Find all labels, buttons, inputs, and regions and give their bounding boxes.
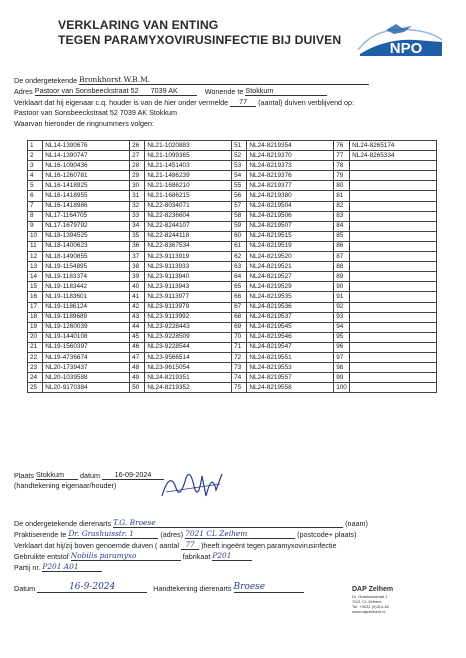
ring-number-cell bbox=[350, 342, 437, 352]
ring-number-cell: NL24-8219519 bbox=[247, 241, 334, 251]
ring-number-cell: NL24-8219352 bbox=[145, 383, 232, 393]
ring-number-cell bbox=[350, 252, 437, 262]
owner-sign-label: (handtekening eigenaar/houder) bbox=[14, 481, 117, 490]
ring-number-cell: NL21-1020883 bbox=[145, 141, 232, 151]
ring-number-cell: NL24-8219545 bbox=[247, 322, 334, 332]
ring-index-cell: 17 bbox=[28, 302, 43, 312]
place-value: Stokkum bbox=[35, 470, 64, 479]
ring-number-cell: NL24-8219351 bbox=[145, 373, 232, 383]
ring-index-cell: 63 bbox=[232, 262, 247, 272]
ring-row bbox=[28, 211, 437, 221]
ring-number-cell: NL24-8219527 bbox=[247, 272, 334, 282]
vet-date-sign-line bbox=[14, 582, 304, 593]
ring-number-cell: NL24-8219515 bbox=[247, 231, 334, 241]
vet-maker-value: P201 bbox=[212, 551, 232, 560]
ring-number-cell bbox=[350, 373, 437, 383]
ring-index-cell: 39 bbox=[130, 272, 145, 282]
vet-vaccine-value: Nobilis paramyxo bbox=[70, 551, 137, 560]
ring-index-cell: 12 bbox=[28, 252, 43, 262]
ring-index-cell: 94 bbox=[334, 322, 350, 332]
ring-number-cell: NL24-8219370 bbox=[247, 151, 334, 161]
ring-index-cell: 53 bbox=[232, 161, 247, 171]
ring-row bbox=[28, 383, 437, 393]
ring-index-cell: 93 bbox=[334, 312, 350, 322]
ring-number-cell: NL22-8236604 bbox=[145, 211, 232, 221]
ring-index-cell: 25 bbox=[28, 383, 43, 393]
owner-location-city: Stokkum bbox=[149, 108, 178, 117]
ring-number-cell: NL20-1739437 bbox=[43, 363, 130, 373]
vet-vaccine-label: Gebruikte entstof bbox=[14, 552, 69, 561]
ring-index-cell: 56 bbox=[232, 191, 247, 201]
ring-index-cell: 13 bbox=[28, 262, 43, 272]
ring-index-cell: 75 bbox=[232, 383, 247, 393]
ring-index-cell: 48 bbox=[130, 363, 145, 373]
ring-number-cell: NL24-8219354 bbox=[247, 141, 334, 151]
ring-index-cell: 88 bbox=[334, 262, 350, 272]
ring-row bbox=[28, 241, 437, 251]
ring-index-cell: 52 bbox=[232, 151, 247, 161]
ring-index-cell: 7 bbox=[28, 201, 43, 211]
ring-number-cell: NL21-1686215 bbox=[145, 191, 232, 201]
ring-index-cell: 73 bbox=[232, 363, 247, 373]
ring-number-cell: NL19-1183442 bbox=[43, 282, 130, 292]
vet-practice-stamp bbox=[352, 586, 432, 636]
ring-index-cell: 99 bbox=[334, 373, 350, 383]
ring-number-cell: NL23-9113933 bbox=[145, 262, 232, 272]
ring-row bbox=[28, 252, 437, 262]
ring-number-cell: NL23-9228443 bbox=[145, 322, 232, 332]
date-value: 16-09-2024 bbox=[114, 470, 152, 479]
ring-index-cell: 89 bbox=[334, 272, 350, 282]
vet-date-value: 16-9-2024 bbox=[69, 582, 116, 592]
ring-index-cell: 38 bbox=[130, 262, 145, 272]
ring-number-cell: NL24-8219380 bbox=[247, 191, 334, 201]
ring-index-cell: 2 bbox=[28, 151, 43, 161]
ring-index-cell: 37 bbox=[130, 252, 145, 262]
ring-number-cell: NL24-8219504 bbox=[247, 201, 334, 211]
ring-number-cell: NL19-1260039 bbox=[43, 322, 130, 332]
ring-number-cell: NL23-9228509 bbox=[145, 332, 232, 342]
ring-index-cell: 45 bbox=[130, 332, 145, 342]
title-line-1: VERKLARING VAN ENTING bbox=[58, 18, 219, 32]
ring-row bbox=[28, 201, 437, 211]
ring-number-cell: NL22-8367534 bbox=[145, 241, 232, 251]
vet-practice-value: Dr. Grashuisstr. 1 bbox=[68, 529, 134, 538]
ring-number-cell bbox=[350, 363, 437, 373]
ring-index-cell: 14 bbox=[28, 272, 43, 282]
ring-index-cell: 68 bbox=[232, 312, 247, 322]
ring-number-cell: NL24-8219553 bbox=[247, 363, 334, 373]
ring-number-cell: NL14-1390747 bbox=[43, 151, 130, 161]
ring-index-cell: 64 bbox=[232, 272, 247, 282]
ring-index-cell: 6 bbox=[28, 191, 43, 201]
ring-index-cell: 79 bbox=[334, 171, 350, 181]
ring-index-cell: 4 bbox=[28, 171, 43, 181]
ring-index-cell: 95 bbox=[334, 332, 350, 342]
ring-number-cell: NL22-8034071 bbox=[145, 201, 232, 211]
ring-index-cell: 57 bbox=[232, 201, 247, 211]
ring-index-cell: 67 bbox=[232, 302, 247, 312]
ring-index-cell: 85 bbox=[334, 231, 350, 241]
owner-declare-prefix: Verklaart dat hij eigenaar c.q. houder is van de hier onder vermelde bbox=[14, 98, 229, 107]
ring-index-cell: 33 bbox=[130, 211, 145, 221]
ring-number-cell bbox=[350, 221, 437, 231]
ring-index-cell: 11 bbox=[28, 241, 43, 251]
ring-row bbox=[28, 292, 437, 302]
owner-postcode: 7039 AK bbox=[150, 86, 178, 95]
ring-row bbox=[28, 161, 437, 171]
ring-index-cell: 32 bbox=[130, 201, 145, 211]
place-date-line bbox=[14, 470, 164, 480]
ring-number-cell bbox=[350, 312, 437, 322]
ring-number-cell bbox=[350, 302, 437, 312]
ring-number-cell bbox=[350, 272, 437, 282]
ring-index-cell: 23 bbox=[28, 363, 43, 373]
ring-number-cell: NL18-1490855 bbox=[43, 252, 130, 262]
ring-index-cell: 96 bbox=[334, 342, 350, 352]
ring-number-cell bbox=[350, 383, 437, 393]
vet-postcode-value: 7021 CL Zelhem bbox=[185, 529, 248, 538]
ring-row bbox=[28, 342, 437, 352]
ring-number-cell bbox=[350, 241, 437, 251]
ring-number-cell: NL24-8219535 bbox=[247, 292, 334, 302]
ring-number-cell: NL21-1451403 bbox=[145, 161, 232, 171]
ring-number-cell: NL23-9113940 bbox=[145, 272, 232, 282]
ring-number-cell: NL23-9113992 bbox=[145, 312, 232, 322]
ring-row bbox=[28, 282, 437, 292]
ring-row bbox=[28, 141, 437, 151]
ring-number-cell: NL23-9615054 bbox=[145, 363, 232, 373]
owner-declare-suffix: (aantal) duiven verblijvend op: bbox=[258, 98, 355, 107]
ring-number-cell: NL22-8244118 bbox=[145, 231, 232, 241]
ring-row bbox=[28, 373, 437, 383]
ring-index-cell: 62 bbox=[232, 252, 247, 262]
ring-number-cell: NL16-1260781 bbox=[43, 171, 130, 181]
ring-index-cell: 55 bbox=[232, 181, 247, 191]
ring-number-cell: NL19-1186124 bbox=[43, 302, 130, 312]
ring-number-cell: NL19-1154895 bbox=[43, 262, 130, 272]
owner-pigeon-count: 77 bbox=[239, 97, 248, 106]
ring-index-cell: 36 bbox=[130, 241, 145, 251]
owner-location-postcode: 7039 AK bbox=[119, 108, 148, 117]
ring-number-cell: NL18-1394525 bbox=[43, 231, 130, 241]
owner-location-line bbox=[14, 108, 177, 117]
ring-index-cell: 5 bbox=[28, 181, 43, 191]
ring-index-cell: 21 bbox=[28, 342, 43, 352]
ring-number-cell bbox=[350, 211, 437, 221]
ring-index-cell: 22 bbox=[28, 352, 43, 362]
vet-signer-value: T.G. Broese bbox=[113, 518, 156, 527]
ring-number-cell: NL20-9170384 bbox=[43, 383, 130, 393]
ring-index-cell: 66 bbox=[232, 292, 247, 302]
ring-index-cell: 10 bbox=[28, 231, 43, 241]
ring-index-cell: 9 bbox=[28, 221, 43, 231]
ring-number-cell: NL23-9566514 bbox=[145, 352, 232, 362]
ring-number-cell bbox=[350, 171, 437, 181]
date-label: datum bbox=[79, 471, 100, 480]
ring-index-cell: 51 bbox=[232, 141, 247, 151]
ring-index-cell: 20 bbox=[28, 332, 43, 342]
ring-number-cell: NL21-1099365 bbox=[145, 151, 232, 161]
ring-number-cell: NL24-8219547 bbox=[247, 342, 334, 352]
ring-row bbox=[28, 322, 437, 332]
ring-index-cell: 71 bbox=[232, 342, 247, 352]
ring-index-cell: 78 bbox=[334, 161, 350, 171]
ring-index-cell: 80 bbox=[334, 181, 350, 191]
stamp-line-2: 7021 CL Zelhem bbox=[352, 599, 382, 604]
ring-row bbox=[28, 191, 437, 201]
ring-index-cell: 24 bbox=[28, 373, 43, 383]
ring-number-cell: NL17-1164705 bbox=[43, 211, 130, 221]
ring-index-cell: 97 bbox=[334, 352, 350, 362]
ring-number-cell: NL19-1560397 bbox=[43, 342, 130, 352]
ring-index-cell: 77 bbox=[334, 151, 350, 161]
ring-index-cell: 60 bbox=[232, 231, 247, 241]
ring-index-cell: 92 bbox=[334, 302, 350, 312]
ring-number-cell: NL23-9113979 bbox=[145, 302, 232, 312]
ring-number-cell: NL23-9113943 bbox=[145, 282, 232, 292]
ring-index-cell: 34 bbox=[130, 221, 145, 231]
ring-index-cell: 41 bbox=[130, 292, 145, 302]
ring-index-cell: 15 bbox=[28, 282, 43, 292]
ring-number-cell: NL16-1418986 bbox=[43, 201, 130, 211]
ring-index-cell: 91 bbox=[334, 292, 350, 302]
ring-index-cell: 81 bbox=[334, 191, 350, 201]
ring-number-cell: NL24-8219521 bbox=[247, 262, 334, 272]
ring-number-table bbox=[27, 140, 437, 393]
ring-row bbox=[28, 272, 437, 282]
ring-number-cell bbox=[350, 201, 437, 211]
ring-index-cell: 27 bbox=[130, 151, 145, 161]
ring-row bbox=[28, 352, 437, 362]
ring-number-cell bbox=[350, 332, 437, 342]
ring-number-cell: NL24-8219376 bbox=[247, 171, 334, 181]
ring-row bbox=[28, 151, 437, 161]
owner-address-label: Adres bbox=[14, 87, 33, 96]
ring-index-cell: 74 bbox=[232, 373, 247, 383]
ring-number-cell bbox=[350, 181, 437, 191]
ring-index-cell: 3 bbox=[28, 161, 43, 171]
stamp-line-1: Dr. Grashuisstraat 1 bbox=[352, 594, 388, 599]
ring-index-cell: 87 bbox=[334, 252, 350, 262]
owner-signer-name: Bronkhorst W.B.M. bbox=[79, 75, 150, 84]
owner-signer-label: De ondergetekende bbox=[14, 76, 78, 85]
ring-index-cell: 8 bbox=[28, 211, 43, 221]
ring-index-cell: 19 bbox=[28, 322, 43, 332]
owner-signature bbox=[156, 466, 228, 506]
ring-index-cell: 86 bbox=[334, 241, 350, 251]
ring-number-cell: NL24-8219520 bbox=[247, 252, 334, 262]
ring-number-cell: NL21-1486239 bbox=[145, 171, 232, 181]
rings-intro: Waarvan hieronder de ringnummers volgen: bbox=[14, 119, 154, 128]
owner-city-value: Stokkum bbox=[245, 86, 274, 95]
vet-signer-line bbox=[14, 518, 368, 528]
ring-index-cell: 44 bbox=[130, 322, 145, 332]
ring-index-cell: 28 bbox=[130, 161, 145, 171]
vet-sign-label: Handtekening dierenarts bbox=[153, 584, 232, 593]
ring-number-cell bbox=[350, 191, 437, 201]
vet-batch-label: Partij nr. bbox=[14, 563, 41, 572]
ring-index-cell: 76 bbox=[334, 141, 350, 151]
ring-number-cell bbox=[350, 282, 437, 292]
ring-row bbox=[28, 363, 437, 373]
vet-signer-label: De ondergetekende dierenarts bbox=[14, 519, 112, 528]
ring-row bbox=[28, 312, 437, 322]
ring-number-cell: NL21-1686210 bbox=[145, 181, 232, 191]
owner-address-line bbox=[14, 86, 327, 96]
vet-vaccine-line bbox=[14, 551, 252, 561]
ring-index-cell: 49 bbox=[130, 373, 145, 383]
vet-practice-label: Praktiserende te bbox=[14, 530, 67, 539]
vet-batch-line bbox=[14, 562, 102, 572]
ring-index-cell: 59 bbox=[232, 221, 247, 231]
ring-index-cell: 18 bbox=[28, 312, 43, 322]
document-title bbox=[58, 18, 341, 48]
ring-number-cell: NL16-1090436 bbox=[43, 161, 130, 171]
vet-name-hint: (naam) bbox=[345, 519, 368, 528]
owner-address-value: Pastoor van Sonsbeeckstraat 52 bbox=[34, 86, 139, 95]
owner-declaration-line bbox=[14, 97, 354, 107]
ring-number-cell: NL16-1418955 bbox=[43, 191, 130, 201]
vet-declare-suffix: )heeft ingeënt tegen paramyxovirusinfectie bbox=[201, 541, 337, 550]
ring-index-cell: 69 bbox=[232, 322, 247, 332]
vet-postcode-hint: (postcode+ plaats) bbox=[297, 530, 357, 539]
ring-index-cell: 30 bbox=[130, 181, 145, 191]
ring-index-cell: 84 bbox=[334, 221, 350, 231]
ring-number-cell bbox=[350, 292, 437, 302]
ring-number-cell: NL22-8244107 bbox=[145, 221, 232, 231]
ring-row bbox=[28, 231, 437, 241]
ring-number-cell: NL24-8219506 bbox=[247, 211, 334, 221]
ring-index-cell: 43 bbox=[130, 312, 145, 322]
ring-index-cell: 40 bbox=[130, 282, 145, 292]
ring-number-cell: NL16-1418925 bbox=[43, 181, 130, 191]
ring-number-cell: NL19-1440108 bbox=[43, 332, 130, 342]
ring-index-cell: 61 bbox=[232, 241, 247, 251]
ring-index-cell: 46 bbox=[130, 342, 145, 352]
ring-number-cell bbox=[350, 352, 437, 362]
ring-number-cell: NL24-8219377 bbox=[247, 181, 334, 191]
ring-index-cell: 58 bbox=[232, 211, 247, 221]
owner-location: Pastoor van Sonsbeeckstraat 52 bbox=[14, 108, 118, 117]
ring-number-cell: NL19-1183601 bbox=[43, 292, 130, 302]
ring-index-cell: 100 bbox=[334, 383, 350, 393]
ring-index-cell: 31 bbox=[130, 191, 145, 201]
ring-row bbox=[28, 332, 437, 342]
ring-number-cell: NL23-9113977 bbox=[145, 292, 232, 302]
ring-index-cell: 50 bbox=[130, 383, 145, 393]
owner-city-label: Wonende te bbox=[204, 87, 244, 96]
ring-number-cell bbox=[350, 262, 437, 272]
ring-number-cell: NL24-8265174 bbox=[350, 141, 437, 151]
ring-index-cell: 98 bbox=[334, 363, 350, 373]
ring-row bbox=[28, 171, 437, 181]
stamp-line-4: www.dapzelhem.nl bbox=[352, 609, 386, 614]
ring-index-cell: 35 bbox=[130, 231, 145, 241]
ring-row bbox=[28, 221, 437, 231]
ring-index-cell: 42 bbox=[130, 302, 145, 312]
ring-index-cell: 65 bbox=[232, 282, 247, 292]
vet-practice-line bbox=[14, 529, 356, 539]
ring-number-cell: NL24-8219537 bbox=[247, 312, 334, 322]
vet-declare-count: 77 bbox=[185, 540, 195, 549]
ring-number-cell: NL23-9113919 bbox=[145, 252, 232, 262]
ring-row bbox=[28, 302, 437, 312]
ring-index-cell: 29 bbox=[130, 171, 145, 181]
ring-number-cell bbox=[350, 322, 437, 332]
vet-declaration-line bbox=[14, 540, 336, 550]
ring-number-cell: NL24-8219529 bbox=[247, 282, 334, 292]
vet-address-hint: (adres) bbox=[160, 530, 184, 539]
ring-index-cell: 82 bbox=[334, 201, 350, 211]
ring-number-cell: NL24-8219373 bbox=[247, 161, 334, 171]
ring-index-cell: 47 bbox=[130, 352, 145, 362]
vet-sign-value: Broese bbox=[233, 582, 266, 592]
ring-number-cell: NL20-1039588 bbox=[43, 373, 130, 383]
vet-date-label: Datum bbox=[14, 584, 36, 593]
title-line-2: TEGEN PARAMYXOVIRUSINFECTIE BIJ DUIVEN bbox=[58, 33, 342, 47]
ring-number-cell: NL23-9228544 bbox=[145, 342, 232, 352]
ring-number-cell bbox=[350, 231, 437, 241]
stamp-title: DAP Zelhem bbox=[352, 586, 394, 593]
ring-number-cell: NL19-1183374 bbox=[43, 272, 130, 282]
ring-number-cell: NL24-8219551 bbox=[247, 352, 334, 362]
npo-logo bbox=[356, 20, 444, 60]
ring-number-cell: NL24-8219558 bbox=[247, 383, 334, 393]
owner-signer-line bbox=[14, 75, 369, 85]
ring-index-cell: 70 bbox=[232, 332, 247, 342]
stamp-line-3: Tel. +0031 (0)314-62 bbox=[352, 604, 390, 609]
ring-index-cell: 72 bbox=[232, 352, 247, 362]
ring-number-cell: NL14-1390676 bbox=[43, 141, 130, 151]
ring-number-cell: NL24-8219546 bbox=[247, 332, 334, 342]
ring-index-cell: 90 bbox=[334, 282, 350, 292]
vet-declare-prefix: Verklaart dat hij/zij boven genoemde duiven ( aantal bbox=[14, 541, 180, 550]
logo-text: NPO bbox=[389, 40, 423, 57]
ring-row bbox=[28, 262, 437, 272]
ring-index-cell: 16 bbox=[28, 292, 43, 302]
ring-number-cell: NL18-1400623 bbox=[43, 241, 130, 251]
ring-number-cell: NL19-1189689 bbox=[43, 312, 130, 322]
ring-number-cell: NL24-8219536 bbox=[247, 302, 334, 312]
vet-maker-label: fabrikaat bbox=[182, 552, 211, 561]
ring-number-cell: NL17-1679792 bbox=[43, 221, 130, 231]
ring-index-cell: 26 bbox=[130, 141, 145, 151]
place-label: Plaats bbox=[14, 471, 34, 480]
ring-index-cell: 54 bbox=[232, 171, 247, 181]
ring-number-cell: NL19-4736674 bbox=[43, 352, 130, 362]
ring-index-cell: 83 bbox=[334, 211, 350, 221]
vet-batch-value: P201 A01 bbox=[42, 562, 79, 571]
ring-number-cell: NL24-8219507 bbox=[247, 221, 334, 231]
ring-number-cell bbox=[350, 161, 437, 171]
ring-number-cell: NL24-8219557 bbox=[247, 373, 334, 383]
ring-index-cell: 1 bbox=[28, 141, 43, 151]
ring-row bbox=[28, 181, 437, 191]
ring-number-cell: NL24-8265334 bbox=[350, 151, 437, 161]
